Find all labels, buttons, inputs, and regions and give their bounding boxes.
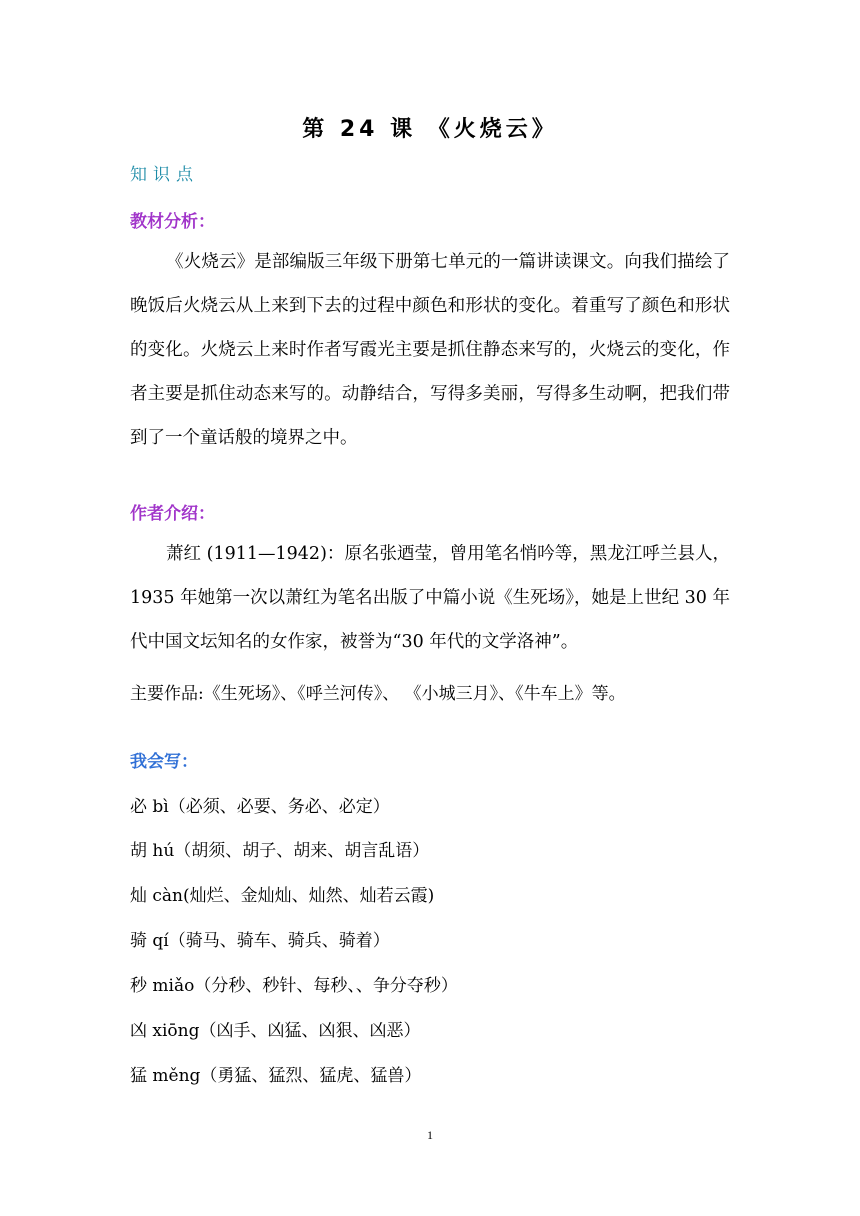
writing-heading: 我会写： (130, 752, 198, 772)
page-number: 1 (427, 1128, 433, 1142)
vocab-item: 猛 měng（勇猛、猛烈、猛虎、猛兽） (130, 1066, 422, 1086)
vocab-item: 秒 miǎo（分秒、秒针、每秒、、争分夺秒） (130, 976, 458, 996)
author-intro-paragraph (130, 532, 730, 664)
author-works: 主要作品:《生死场》、《呼兰河传》、 《小城三月》、《牛车上》等。 (130, 684, 626, 704)
textbook-analysis-text: 《火烧云》是部编版三年级下册第七单元的一篇讲读课文。向我们描绘了晚饭后火烧云从上来到下去的过程中颜色和形状的变化。着重写了颜色和形状的变化。火烧云上来时作者写霞光主要是抓住静态来写的，火烧云的变化，作者主要是抓住动态来写的。动静结合，写得多美丽，写得多生动啊，把我们带到了一个童话般的境界之中。 (130, 252, 730, 448)
textbook-analysis-heading: 教材分析： (130, 212, 215, 232)
vocab-item: 胡 hú（胡须、胡子、胡来、胡言乱语） (130, 841, 430, 861)
section-knowledge-points: 知识点 (130, 165, 199, 185)
textbook-analysis-paragraph (130, 240, 730, 460)
author-intro-heading: 作者介绍： (130, 504, 215, 524)
author-intro-text: 萧红 (1911—1942)：原名张迺莹，曾用笔名悄吟等，黑龙江呼兰县人，1935 年她第一次以萧红为笔名出版了中篇小说《生死场》，她是上世纪 30 年代中国文坛知名的女作家，被誉为“30 年代的文学洛神”。 (130, 544, 730, 652)
vocab-item: 必 bì（必须、必要、务必、必定） (130, 797, 390, 817)
vocab-item: 凶 xiōng（凶手、凶猛、凶狠、凶恶） (130, 1021, 421, 1041)
vocab-item: 灿 càn(灿烂、金灿灿、灿然、灿若云霞) (130, 886, 435, 906)
vocab-item: 骑 qí（骑马、骑车、骑兵、骑着） (130, 931, 390, 951)
lesson-title: 第 24 课 《火烧云》 (302, 117, 558, 142)
